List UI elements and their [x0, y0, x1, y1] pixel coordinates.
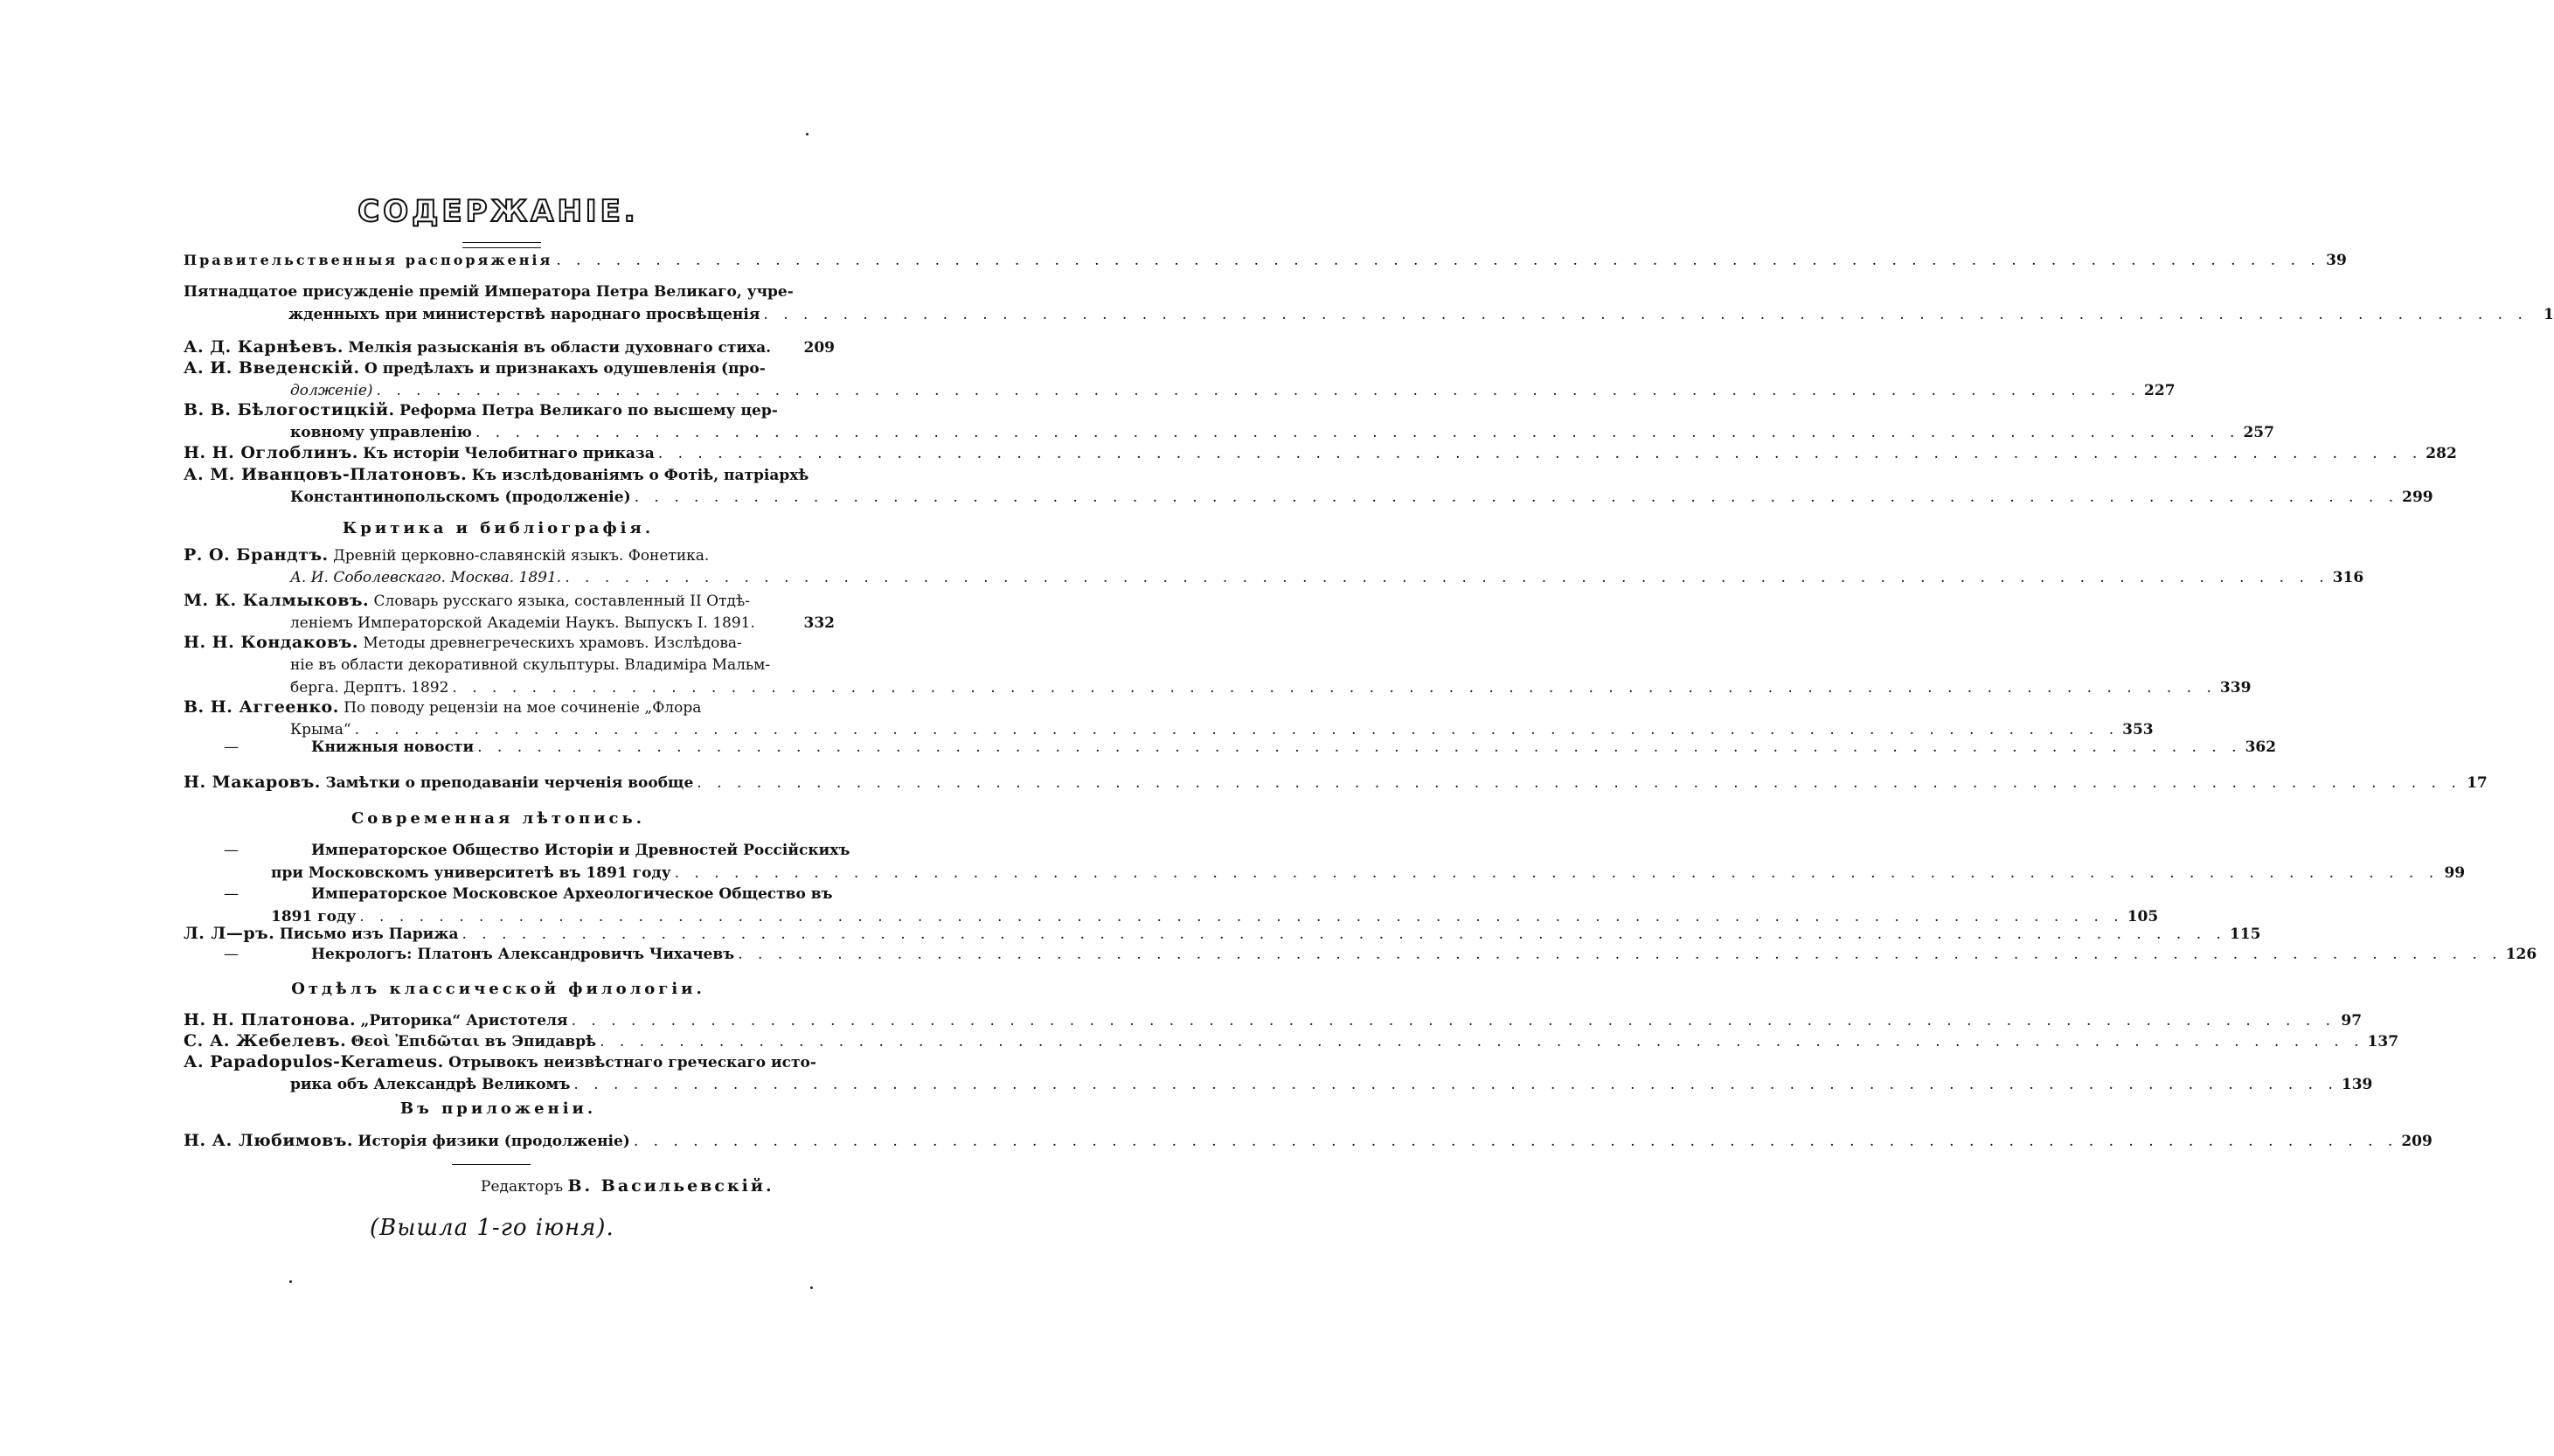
entry-text: Императорское Московское Археологическое Общество въ — [311, 885, 833, 903]
page-number: 299 — [2402, 489, 2433, 506]
entry-text: при Московскомъ университетѣ въ 1891 году — [271, 864, 671, 882]
page-number: 227 — [2144, 382, 2176, 399]
print-speck — [806, 133, 809, 135]
page-number: 282 — [2426, 445, 2457, 462]
entry-text: По поводу рецензіи на мое сочиненіе „Флора — [344, 699, 702, 717]
author: Н. Н. Кондаковъ. — [184, 633, 358, 652]
page-number: 316 — [2332, 569, 2364, 586]
entry-text: Письмо изъ Парижа — [279, 926, 459, 943]
entry-text: Къ изслѣдованіямъ о Фотіѣ, патріархѣ — [471, 467, 809, 484]
page-number: 1 — [2544, 306, 2554, 323]
entry-text: Пятнадцатое присужденіе премій Императора Петра Великаго, учре- — [184, 283, 794, 301]
entry-text: долженіе) — [290, 382, 373, 399]
entry-text: жденныхъ при министерствѣ народнаго просвѣщенія — [288, 306, 760, 323]
entry-text: Къ исторіи Челобитнаго приказа — [363, 445, 655, 462]
entry-text: ніе въ области декоративной скульптуры. Владиміра Мальм- — [290, 656, 771, 674]
author: М. К. Калмыковъ. — [184, 591, 370, 610]
entry-text: Константинопольскомъ (продолженіе) — [290, 489, 631, 506]
critique-entry — [184, 696, 2154, 741]
page-number: 209 — [803, 339, 835, 357]
author: — — [224, 946, 239, 963]
article-entry — [184, 336, 835, 358]
page-number: 362 — [2245, 738, 2277, 756]
entry-text: Некрологъ: Платонъ Александровичъ Чихачевъ — [311, 946, 735, 963]
author: Л. Л—ръ. — [184, 924, 275, 943]
editor-label: Редакторъ — [481, 1178, 564, 1196]
editor-divider — [452, 1164, 531, 1165]
author: С. А. Жебелевъ. — [184, 1031, 347, 1050]
entry-text: Крыма“ — [290, 721, 351, 738]
entry-text: Книжныя новости — [311, 738, 475, 756]
page-number: 353 — [2122, 721, 2154, 738]
author: А. Papadopulos-Kerameus. — [184, 1052, 444, 1071]
entry-text: Методы древнегреческихъ храмовъ. Изслѣдова- — [363, 634, 742, 652]
author: Н. Н. Оглоблинъ. — [184, 443, 358, 462]
appendix-entry — [184, 1129, 2433, 1152]
entry-text: Θεοὶ Ἐπιδῶται въ Эпидаврѣ — [350, 1033, 597, 1050]
print-speck — [289, 1280, 292, 1283]
section-heading: Критика и библіографія. — [342, 519, 655, 537]
author: Н. Макаровъ. — [184, 773, 321, 792]
editor-line — [481, 1176, 774, 1196]
classics-entry — [184, 1050, 2373, 1096]
author: Н. Н. Платонова. — [184, 1010, 357, 1030]
article-entry — [184, 463, 2433, 509]
chronicle-entry — [184, 839, 2466, 884]
page-number: 105 — [2127, 908, 2159, 926]
author: — — [224, 842, 239, 859]
title-divider — [462, 242, 541, 248]
classics-entry — [184, 1009, 2363, 1031]
page-number: 339 — [2219, 679, 2252, 697]
article-entry — [184, 441, 2457, 464]
entry-text: Реформа Петра Великаго по высшему цер- — [399, 402, 778, 419]
author: А. Д. Карнѣевъ. — [184, 337, 344, 357]
page-number: 97 — [2341, 1012, 2363, 1030]
article-entry — [184, 357, 2176, 402]
entry-text: рика объ Александрѣ Великомъ — [290, 1076, 571, 1093]
section-heading: Современная лѣтопись. — [350, 809, 646, 828]
entry-text: А. И. Соболевскаго. Москва. 1891. — [290, 569, 562, 586]
page-number: 257 — [2243, 424, 2274, 441]
chronicle-entry — [184, 922, 2261, 945]
entry-text: Отрывокъ неизвѣстнаго греческаго исто- — [448, 1054, 816, 1071]
author: В. Н. Аггеенко. — [184, 697, 339, 717]
critique-entry — [184, 631, 2252, 699]
section-heading: Въ приложеніи. — [399, 1099, 597, 1118]
author: А. И. Введенскій. — [184, 358, 360, 378]
handwritten-note: (Вышла 1-го іюня). — [370, 1215, 614, 1241]
entry-text: 1891 году — [271, 908, 357, 926]
entry-text: Исторія физики (продолженіе) — [357, 1133, 630, 1150]
entry-text: Древній церковно-славянскій языкъ. Фонетика. — [333, 547, 710, 565]
editor-name: В. Васильевскій. — [567, 1176, 774, 1196]
makarov-entry — [184, 771, 2488, 794]
page-number: 99 — [2444, 864, 2466, 882]
entry-text: леніемъ Императорской Академіи Наукъ. Выпускъ I. 1891. — [290, 614, 755, 632]
page-number: 115 — [2229, 926, 2261, 943]
page-number: 139 — [2341, 1076, 2373, 1093]
entry-text: ковному управленію — [290, 424, 472, 441]
page-title: СОДЕРЖАНІЕ. — [357, 194, 639, 229]
author: Н. А. Любимовъ. — [184, 1131, 354, 1150]
entry-text: Мелкія разысканія въ области духовнаго стиха. — [348, 339, 772, 357]
print-speck — [810, 1286, 813, 1289]
author: — — [224, 885, 239, 903]
critique-entry — [184, 544, 2364, 589]
critique-entry — [184, 736, 2277, 759]
author: — — [224, 738, 239, 756]
author: Р. О. Брандтъ. — [184, 545, 329, 565]
page-number: 209 — [2401, 1133, 2433, 1150]
page-number: 39 — [2326, 252, 2347, 269]
entry-text: берга. Дерптъ. 1892 — [290, 679, 449, 697]
page-number: 17 — [2467, 774, 2488, 792]
classics-entry — [184, 1030, 2399, 1052]
entry-text: „Риторика“ Аристотеля — [360, 1012, 568, 1030]
critique-entry — [184, 589, 835, 634]
section-heading: Правительственныя распоряженія — [184, 252, 553, 268]
gov-entry — [184, 281, 2554, 326]
author: А. М. Иванцовъ-Платоновъ. — [184, 465, 468, 484]
entry-text: Словарь русскаго языка, составленный II Отдѣ- — [373, 593, 750, 610]
section-heading: Отдѣлъ классической филологіи. — [291, 980, 705, 998]
article-entry — [184, 399, 2274, 444]
page-number: 332 — [803, 614, 835, 632]
page-number: 137 — [2367, 1033, 2399, 1050]
gov-section — [184, 248, 2347, 273]
entry-text: Императорское Общество Исторіи и Древностей Россійскихъ — [311, 842, 850, 859]
page-number: 126 — [2505, 946, 2537, 963]
entry-text: О предѣлахъ и признакахъ одушевленія (про- — [364, 360, 766, 378]
author: В. В. Бѣлогостицкій. — [184, 400, 395, 419]
chronicle-entry — [184, 943, 2537, 966]
entry-text: Замѣтки о преподаваніи черченія вообще — [325, 774, 694, 792]
